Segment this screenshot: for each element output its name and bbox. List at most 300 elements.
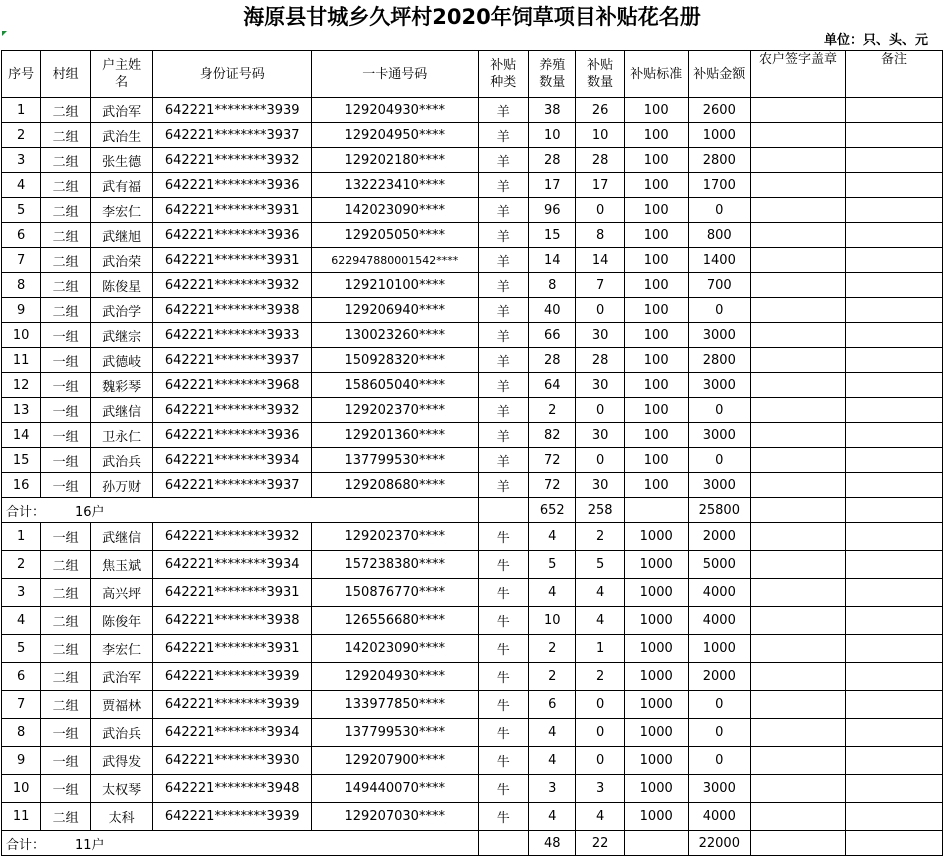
table-cell: 牛 [478,775,528,803]
table-cell: 牛 [478,747,528,775]
table-cell: 2 [529,635,576,663]
table-cell: 一组 [41,719,90,747]
table-cell [751,123,846,148]
table-cell [751,148,846,173]
table-cell: 0 [576,691,624,719]
table-cell: 羊 [478,123,528,148]
table-cell: 0 [688,691,751,719]
total-label-cell [2,498,479,523]
table-cell: 137799530**** [311,719,478,747]
table-cell: 3000 [688,775,751,803]
table-cell: 10 [529,123,576,148]
table-cell [846,551,943,579]
table-cell: 14 [576,248,624,273]
table-cell: 642221********3938 [153,607,312,635]
table-cell: 642221********3934 [153,448,312,473]
table-cell: 149440070**** [311,775,478,803]
table-cell [751,775,846,803]
total-amount: 22000 [688,831,751,856]
table-cell [751,607,846,635]
table-cell: 一组 [41,398,90,423]
table-cell: 100 [624,423,688,448]
table-row [2,373,943,398]
table-cell [751,398,846,423]
table-cell: 100 [624,373,688,398]
table-row [2,747,943,775]
table-cell [751,423,846,448]
table-cell: 642221********3936 [153,423,312,448]
table-cell: 129207900**** [311,747,478,775]
table-cell: 二组 [41,123,90,148]
table-cell: 1700 [688,173,751,198]
table-cell: 157238380**** [311,551,478,579]
table-cell: 129207030**** [311,803,478,831]
table-cell: 张生德 [90,148,153,173]
table-cell [846,747,943,775]
table-cell: 二组 [41,173,90,198]
table-cell: 642221********3931 [153,198,312,223]
table-cell [846,775,943,803]
table-cell: 高兴坪 [90,579,153,607]
table-cell: 1000 [624,775,688,803]
table-cell: 130023260**** [311,323,478,348]
table-cell [751,691,846,719]
table-cell [478,831,528,856]
table-cell: 129204930**** [311,98,478,123]
table-cell: 二组 [41,198,90,223]
table-cell: 一组 [41,323,90,348]
table-cell: 4 [529,579,576,607]
table-cell: 15 [2,448,41,473]
table-cell: 642221********3931 [153,579,312,607]
table-cell: 132223410**** [311,173,478,198]
table-cell [846,719,943,747]
table-cell: 129204950**** [311,123,478,148]
table-cell: 642221********3968 [153,373,312,398]
table-cell [751,579,846,607]
table-cell: 1000 [688,123,751,148]
table-cell: 642221********3939 [153,98,312,123]
total-label: 合计： [6,837,46,853]
table-cell: 3000 [688,423,751,448]
table-cell: 14 [529,248,576,273]
table-cell [846,148,943,173]
table-cell: 羊 [478,98,528,123]
table-cell: 1000 [624,747,688,775]
table-cell: 0 [688,398,751,423]
table-cell: 二组 [41,223,90,248]
table-cell [751,523,846,551]
table-cell: 2 [529,398,576,423]
table-cell: 武治军 [90,663,153,691]
table-cell: 武治兵 [90,448,153,473]
table-row [2,473,943,498]
table-cell: 1000 [624,663,688,691]
table-cell: 5 [2,198,41,223]
table-cell: 3 [576,775,624,803]
table-cell: 642221********3948 [153,775,312,803]
table-cell: 100 [624,398,688,423]
table-cell: 卫永仁 [90,423,153,448]
table-cell: 158605040**** [311,373,478,398]
table-cell: 3000 [688,473,751,498]
table-cell: 李宏仁 [90,198,153,223]
table-cell: 16 [2,473,41,498]
header-cell: 户主姓名 [90,51,153,98]
table-cell: 2 [576,523,624,551]
table-cell: 二组 [41,607,90,635]
table-cell: 800 [688,223,751,248]
table-cell: 2600 [688,98,751,123]
table-cell: 642221********3937 [153,123,312,148]
table-cell: 100 [624,223,688,248]
table-cell [846,123,943,148]
header-cell: 村组 [41,51,90,98]
table-cell: 5 [576,551,624,579]
table-cell: 6 [2,223,41,248]
table-cell: 牛 [478,719,528,747]
table-cell: 15 [529,223,576,248]
header-cell: 补贴标准 [624,51,688,98]
table-cell [846,473,943,498]
header-cell: 备注 [846,51,943,98]
table-cell: 100 [624,148,688,173]
table-cell: 100 [624,198,688,223]
table-cell: 1 [2,98,41,123]
table-cell [624,498,688,523]
table-cell: 0 [688,747,751,775]
table-cell: 642221********3937 [153,348,312,373]
table-cell: 8 [2,273,41,298]
table-cell: 6 [2,663,41,691]
table-cell [846,691,943,719]
table-cell: 30 [576,473,624,498]
table-cell: 4 [529,523,576,551]
table-cell: 3000 [688,323,751,348]
table-row [2,148,943,173]
table-cell: 622947880001542**** [311,248,478,273]
table-cell: 4 [529,719,576,747]
table-cell: 142023090**** [311,198,478,223]
table-cell [751,448,846,473]
table-cell [846,498,943,523]
table-cell: 38 [529,98,576,123]
table-cell: 129206940**** [311,298,478,323]
total-subsidy-qty: 258 [576,498,624,523]
table-cell [846,448,943,473]
table-cell: 羊 [478,248,528,273]
table-cell: 4 [2,607,41,635]
table-cell: 0 [576,198,624,223]
unit-note: 单位：只、头、元 [823,33,928,48]
table-row [2,198,943,223]
table-cell: 2000 [688,523,751,551]
table-row [2,551,943,579]
table-cell [751,173,846,198]
table-cell: 4 [576,803,624,831]
table-cell: 牛 [478,607,528,635]
table-cell: 137799530**** [311,448,478,473]
table-cell: 28 [576,148,624,173]
table-cell: 陈俊星 [90,273,153,298]
table-cell: 武继信 [90,398,153,423]
table-cell: 12 [2,373,41,398]
table-cell: 魏彩琴 [90,373,153,398]
table-cell: 17 [576,173,624,198]
table-cell: 4 [529,803,576,831]
table-cell: 一组 [41,348,90,373]
table-cell [751,831,846,856]
table-cell: 13 [2,398,41,423]
table-cell: 0 [688,719,751,747]
table-cell: 3 [2,148,41,173]
table-cell: 9 [2,747,41,775]
table-cell: 8 [576,223,624,248]
header-row [2,51,943,98]
table-cell: 0 [576,719,624,747]
table-cell: 二组 [41,691,90,719]
table-row [2,348,943,373]
table-cell [846,273,943,298]
total-households: 11户 [75,837,105,853]
table-row [2,775,943,803]
table-cell: 129202370**** [311,523,478,551]
table-cell: 100 [624,173,688,198]
table-cell: 羊 [478,198,528,223]
table-cell: 2800 [688,348,751,373]
table-cell [751,663,846,691]
total-label-cell [2,831,479,856]
table-row [2,448,943,473]
table-cell: 羊 [478,298,528,323]
table-row [2,98,943,123]
table-cell: 10 [2,775,41,803]
table-cell: 1000 [624,803,688,831]
table-cell: 一组 [41,523,90,551]
table-row [2,248,943,273]
table-cell: 1 [2,523,41,551]
table-cell: 642221********3938 [153,298,312,323]
table-row [2,691,943,719]
table-cell: 孙万财 [90,473,153,498]
table-cell: 武德岐 [90,348,153,373]
table-cell [751,473,846,498]
table-cell [751,223,846,248]
table-cell [846,248,943,273]
table-cell: 武治军 [90,98,153,123]
table-cell: 0 [576,747,624,775]
table-row [2,323,943,348]
table-cell: 4000 [688,607,751,635]
table-cell: 133977850**** [311,691,478,719]
table-row [2,607,943,635]
table-cell: 一组 [41,448,90,473]
table-cell: 牛 [478,551,528,579]
table-cell: 700 [688,273,751,298]
table-row [2,635,943,663]
table-cell [751,323,846,348]
table-cell [751,248,846,273]
table-cell: 642221********3933 [153,323,312,348]
table-cell: 129205050**** [311,223,478,248]
table-row [2,523,943,551]
table-cell: 126556680**** [311,607,478,635]
table-cell [846,173,943,198]
table-cell: 4000 [688,803,751,831]
table-cell [751,348,846,373]
table-cell: 羊 [478,223,528,248]
table-cell: 武继旭 [90,223,153,248]
table-cell: 1000 [624,579,688,607]
table-cell: 牛 [478,635,528,663]
total-row [2,498,943,523]
table-cell: 羊 [478,148,528,173]
table-cell: 100 [624,298,688,323]
table-cell: 642221********3932 [153,148,312,173]
table-cell: 一组 [41,373,90,398]
table-cell: 17 [529,173,576,198]
table-cell: 李宏仁 [90,635,153,663]
table-cell: 10 [576,123,624,148]
table-cell: 129204930**** [311,663,478,691]
header-cell: 一卡通号码 [311,51,478,98]
table-cell: 二组 [41,273,90,298]
table-cell: 1000 [624,607,688,635]
table-cell [846,98,943,123]
table-row [2,803,943,831]
table-cell: 二组 [41,551,90,579]
table-cell: 642221********3931 [153,248,312,273]
total-amount: 25800 [688,498,751,523]
table-cell: 牛 [478,691,528,719]
table-cell: 5 [2,635,41,663]
table-cell: 642221********3936 [153,173,312,198]
table-cell: 羊 [478,348,528,373]
header-cell: 补贴数量 [576,51,624,98]
table-cell: 2 [2,551,41,579]
total-subsidy-qty: 22 [576,831,624,856]
table-cell: 羊 [478,423,528,448]
table-cell: 二组 [41,98,90,123]
table-row [2,173,943,198]
table-cell: 100 [624,273,688,298]
table-cell [846,579,943,607]
table-cell: 0 [688,298,751,323]
table-cell: 2800 [688,148,751,173]
table-cell [751,803,846,831]
table-cell: 1000 [624,551,688,579]
total-breed: 652 [529,498,576,523]
table-cell [846,198,943,223]
table-cell: 羊 [478,398,528,423]
table-cell: 太科 [90,803,153,831]
header-cell: 养殖数量 [529,51,576,98]
table-cell: 100 [624,248,688,273]
table-cell: 武治生 [90,123,153,148]
table-cell: 4 [2,173,41,198]
table-cell: 一组 [41,423,90,448]
table-cell: 642221********3936 [153,223,312,248]
table-cell: 二组 [41,148,90,173]
table-cell: 4 [576,579,624,607]
table-cell: 武继宗 [90,323,153,348]
table-cell: 牛 [478,803,528,831]
table-cell: 642221********3939 [153,691,312,719]
table-cell: 1000 [624,523,688,551]
table-row [2,719,943,747]
table-cell: 武得发 [90,747,153,775]
table-cell: 30 [576,323,624,348]
table-cell: 642221********3931 [153,635,312,663]
table-cell [846,398,943,423]
table-cell: 100 [624,348,688,373]
table-cell: 10 [2,323,41,348]
table-cell: 一组 [41,473,90,498]
table-cell: 1000 [688,635,751,663]
table-cell: 二组 [41,248,90,273]
table-cell: 羊 [478,173,528,198]
table-cell: 二组 [41,298,90,323]
table-cell: 二组 [41,579,90,607]
table-cell: 642221********3932 [153,273,312,298]
table-cell: 6 [529,691,576,719]
table-cell: 28 [576,348,624,373]
table-cell [751,298,846,323]
total-label: 合计： [6,504,46,520]
table-cell: 100 [624,98,688,123]
table-cell: 28 [529,348,576,373]
table-cell [751,719,846,747]
table-cell: 642221********3932 [153,398,312,423]
table-cell [846,298,943,323]
table-row [2,398,943,423]
table-row [2,123,943,148]
table-cell [751,747,846,775]
table-cell: 7 [2,248,41,273]
table-cell: 82 [529,423,576,448]
table-cell: 7 [576,273,624,298]
table-cell [751,498,846,523]
table-cell: 二组 [41,635,90,663]
table-row [2,663,943,691]
table-cell: 150928320**** [311,348,478,373]
table-cell [846,635,943,663]
table-cell: 64 [529,373,576,398]
table-cell: 642221********3934 [153,719,312,747]
table-cell: 0 [688,198,751,223]
table-cell: 3 [529,775,576,803]
table-cell: 羊 [478,373,528,398]
table-cell: 642221********3939 [153,663,312,691]
table-cell: 一组 [41,775,90,803]
table-cell: 羊 [478,323,528,348]
table-cell: 0 [576,298,624,323]
table-cell: 武有福 [90,173,153,198]
table-cell: 羊 [478,273,528,298]
table-row [2,298,943,323]
table-cell [846,523,943,551]
table-cell [751,373,846,398]
table-cell [846,423,943,448]
table-cell: 1000 [624,635,688,663]
table-cell: 焦玉斌 [90,551,153,579]
table-cell [846,663,943,691]
table-cell: 武治学 [90,298,153,323]
table-cell: 太权琴 [90,775,153,803]
table-cell [846,323,943,348]
table-cell: 642221********3939 [153,803,312,831]
table-cell: 1400 [688,248,751,273]
